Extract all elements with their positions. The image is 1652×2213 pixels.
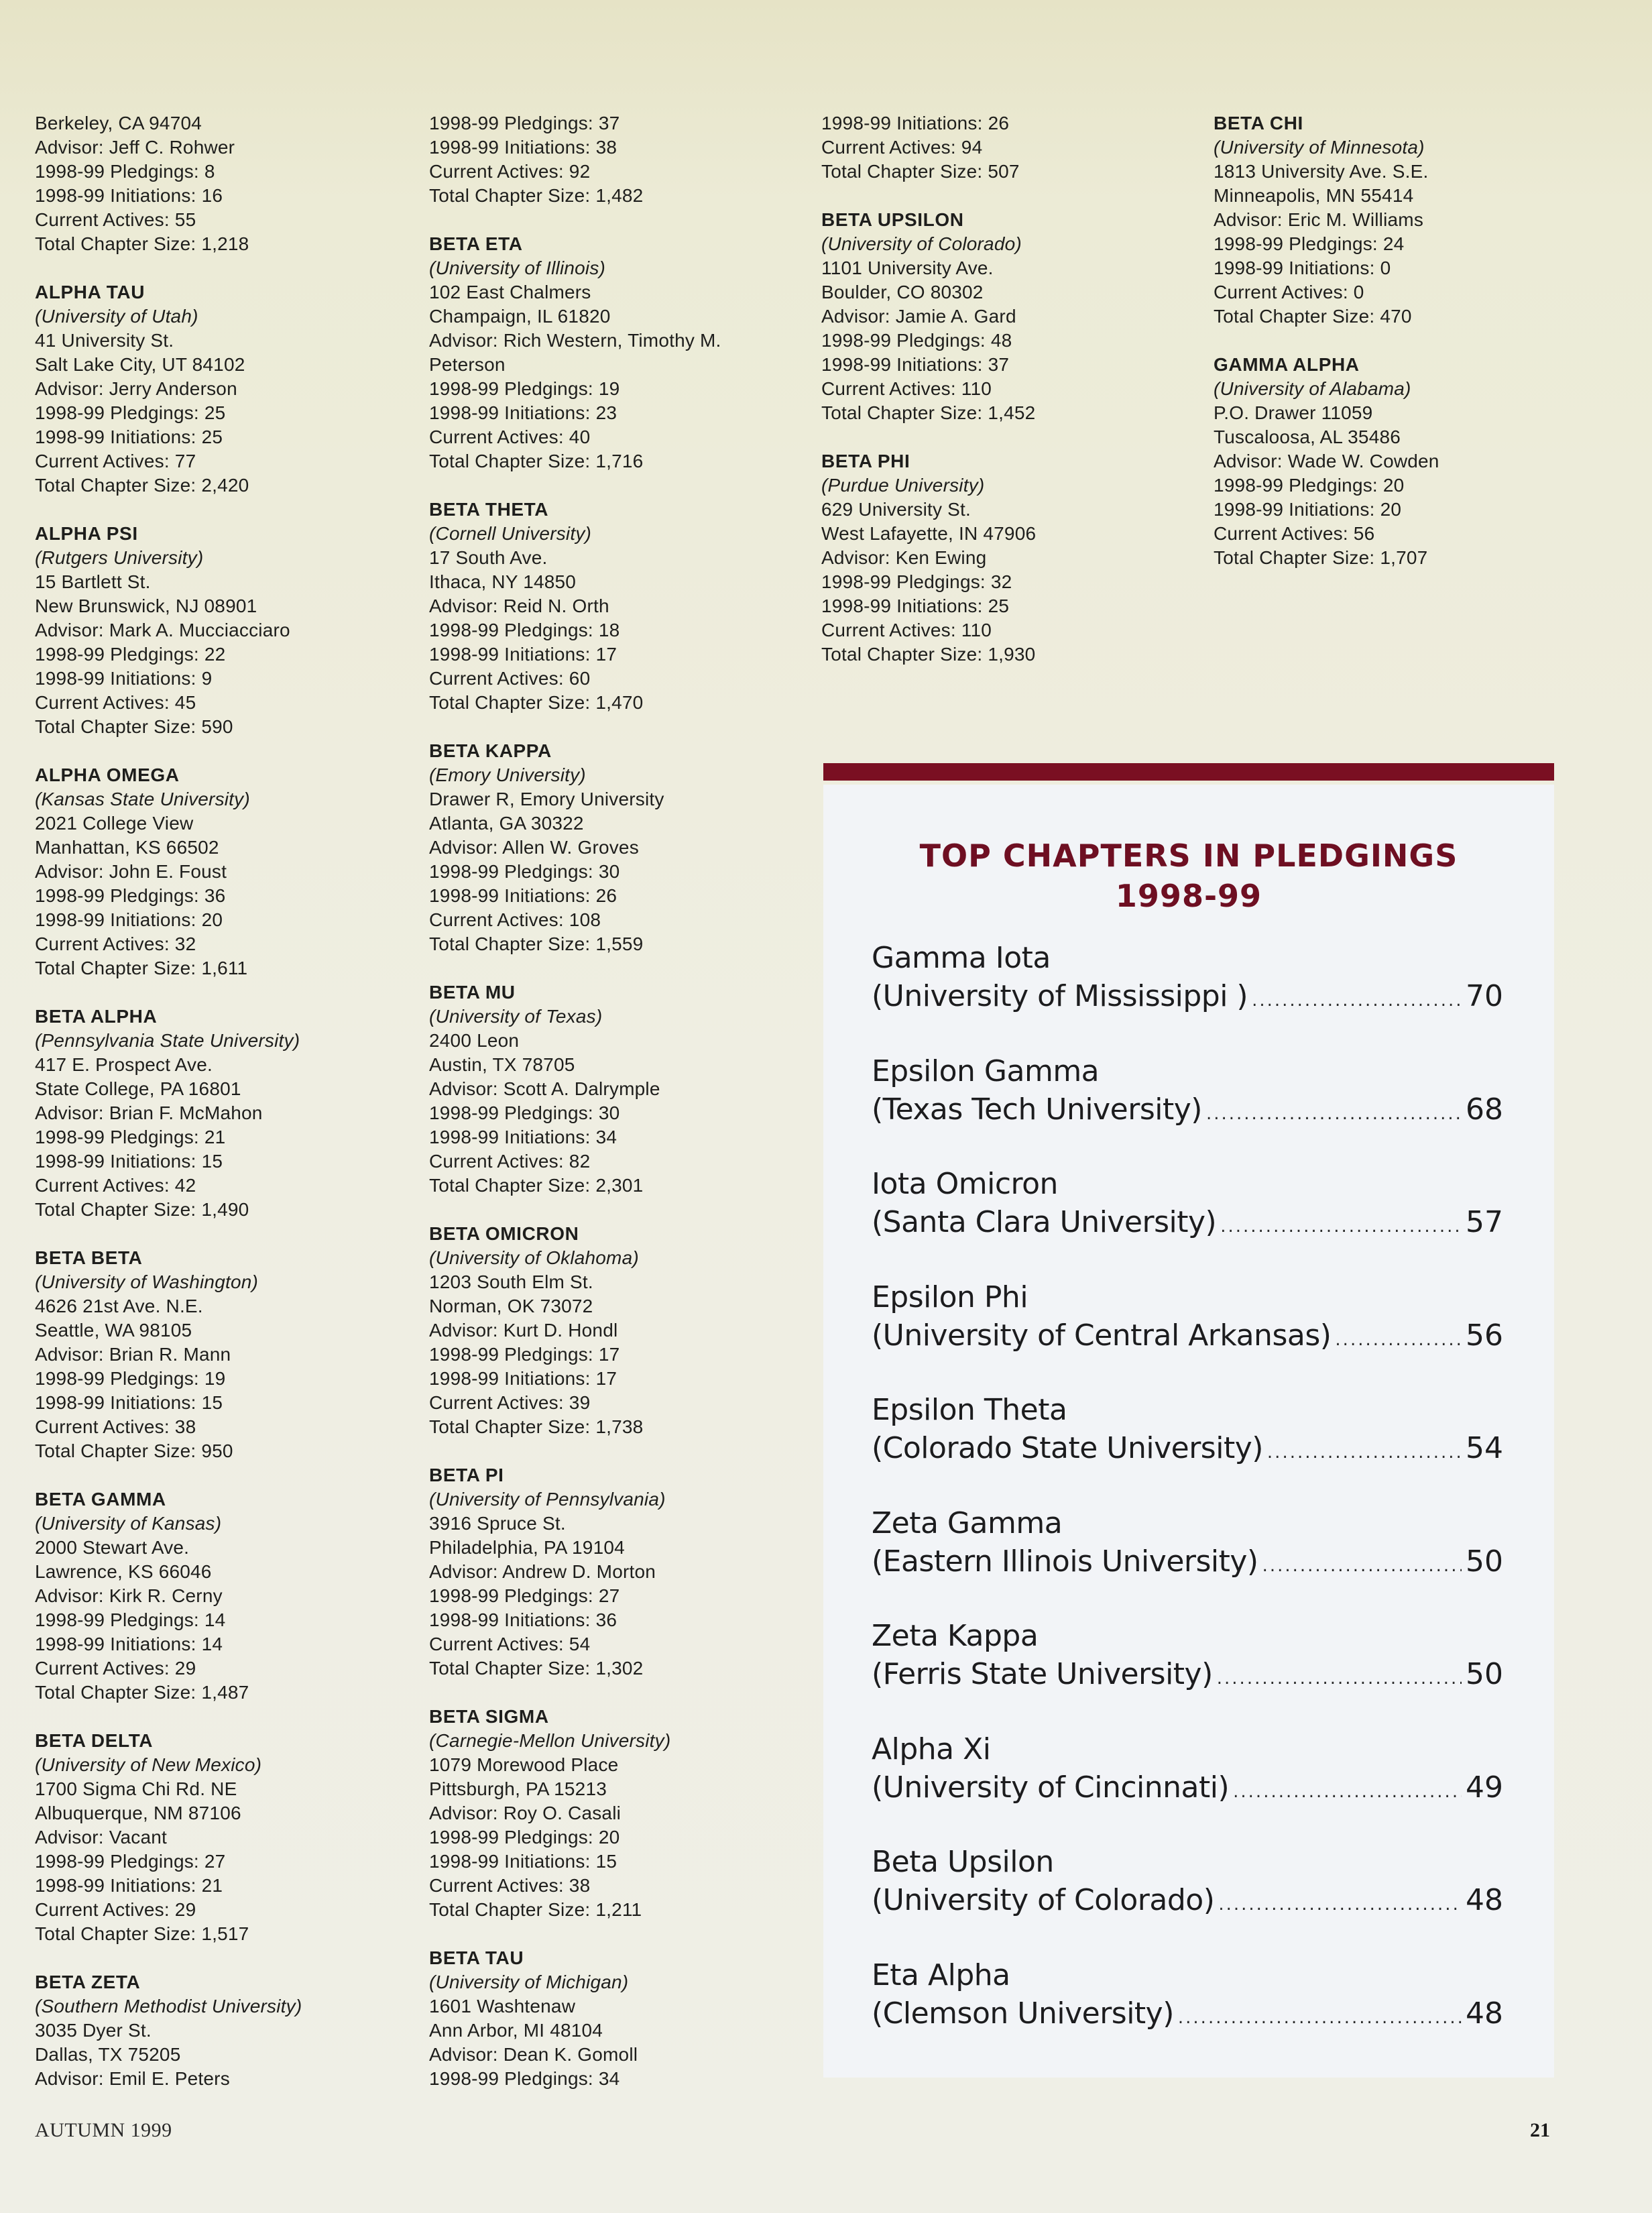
chapter-university: (University of Washington) — [35, 1271, 259, 1292]
chapter-detail-line: Total Chapter Size: 2,301 — [429, 1175, 644, 1196]
top-chapter-row — [872, 1429, 1503, 1472]
chapter-detail-line: 2400 Leon — [429, 1030, 520, 1051]
chapter-name: ALPHA PSI — [35, 523, 138, 544]
top-chapter-item — [872, 1278, 1503, 1392]
chapter-entry — [35, 763, 410, 980]
chapter-university: (University of New Mexico) — [35, 1754, 262, 1775]
chapter-university: (Pennsylvania State University) — [35, 1030, 300, 1051]
chapter-detail-line: 2000 Stewart Ave. — [35, 1537, 190, 1558]
top-chapter-row — [872, 977, 1503, 1020]
top-chapters-title-line2: 1998-99 — [1115, 878, 1262, 914]
directory-column-4 — [1214, 111, 1589, 594]
top-chapter-university: (Colorado State University) — [872, 1431, 1263, 1465]
top-chapter-name: Epsilon Theta — [872, 1393, 1067, 1427]
chapter-entry — [35, 522, 410, 739]
chapter-detail-line: Advisor: Kirk R. Cerny — [35, 1585, 223, 1606]
chapter-detail-line: Current Actives: 56 — [1214, 523, 1375, 544]
chapter-detail-line: Advisor: Jeff C. Rohwer — [35, 137, 235, 158]
chapter-detail-line: Advisor: Wade W. Cowden — [1214, 451, 1439, 471]
chapter-detail-line: Total Chapter Size: 1,211 — [429, 1899, 642, 1920]
dot-leader — [1220, 1208, 1462, 1246]
chapter-detail-line: Pittsburgh, PA 15213 — [429, 1778, 607, 1799]
chapter-university: (Kansas State University) — [35, 789, 250, 809]
chapter-entry — [429, 232, 805, 473]
chapter-name: BETA CHI — [1214, 113, 1303, 133]
chapter-university: (University of Kansas) — [35, 1513, 222, 1534]
chapter-detail-line: 1998-99 Initiations: 17 — [429, 644, 617, 665]
chapter-detail-line: Total Chapter Size: 1,302 — [429, 1658, 644, 1679]
dot-leader — [1218, 1886, 1462, 1924]
chapter-detail-line: Advisor: Scott A. Dalrymple — [429, 1078, 660, 1099]
top-chapter-row — [872, 1768, 1503, 1811]
page-number: 21 — [1530, 2119, 1550, 2141]
chapter-detail-line: 1998-99 Pledgings: 30 — [429, 861, 620, 882]
chapter-detail-line: Total Chapter Size: 1,738 — [429, 1416, 644, 1437]
pledging-count: 57 — [1466, 1205, 1503, 1239]
chapter-detail-line: Berkeley, CA 94704 — [35, 113, 202, 133]
chapter-detail-line: 1998-99 Pledgings: 36 — [35, 885, 226, 906]
chapter-detail-line: Advisor: Jamie A. Gard — [821, 306, 1016, 327]
chapter-detail-line: Manhattan, KS 66502 — [35, 837, 219, 858]
chapter-entry — [35, 111, 410, 256]
top-chapter-row — [872, 1542, 1503, 1585]
chapter-university: (Purdue University) — [821, 475, 985, 496]
chapter-detail-line: 1998-99 Pledgings: 27 — [35, 1851, 226, 1872]
chapter-detail-line: Total Chapter Size: 1,930 — [821, 644, 1036, 665]
chapter-detail-line: Peterson — [429, 354, 506, 375]
chapter-detail-line: Advisor: Emil E. Peters — [35, 2068, 230, 2089]
chapter-detail-line: 1998-99 Initiations: 15 — [429, 1851, 617, 1872]
chapter-university: (University of Pennsylvania) — [429, 1489, 666, 1510]
chapter-name: BETA ALPHA — [35, 1006, 158, 1027]
chapter-name: BETA PI — [429, 1465, 504, 1485]
chapter-detail-line: 1998-99 Initiations: 20 — [35, 909, 223, 930]
chapter-entry — [429, 498, 805, 715]
chapter-detail-line: Boulder, CO 80302 — [821, 282, 984, 302]
chapter-detail-line: Current Actives: 60 — [429, 668, 591, 689]
chapter-detail-line: 2021 College View — [35, 813, 194, 834]
pledging-count: 70 — [1466, 979, 1503, 1013]
chapter-detail-line: Current Actives: 38 — [429, 1875, 591, 1896]
chapter-detail-line: Tuscaloosa, AL 35486 — [1214, 427, 1401, 447]
chapter-detail-line: 1998-99 Pledgings: 25 — [35, 402, 226, 423]
chapter-detail-line: Lawrence, KS 66046 — [35, 1561, 212, 1582]
chapter-entry — [821, 208, 1197, 425]
chapter-name: BETA ETA — [429, 233, 523, 254]
chapter-detail-line: Atlanta, GA 30322 — [429, 813, 584, 834]
pledging-count: 50 — [1466, 1544, 1503, 1579]
chapter-detail-line: Drawer R, Emory University — [429, 789, 664, 809]
chapter-university: (Cornell University) — [429, 523, 592, 544]
chapter-university: (Rutgers University) — [35, 547, 204, 568]
chapter-detail-line: 1203 South Elm St. — [429, 1271, 593, 1292]
chapter-detail-line: Advisor: Vacant — [35, 1827, 168, 1848]
chapter-detail-line: 1998-99 Pledgings: 48 — [821, 330, 1012, 351]
chapter-university: (University of Oklahoma) — [429, 1247, 639, 1268]
top-chapter-university: (Ferris State University) — [872, 1657, 1213, 1691]
top-chapter-name: Epsilon Phi — [872, 1280, 1028, 1314]
chapter-detail-line: Norman, OK 73072 — [429, 1296, 593, 1316]
chapter-detail-line: 417 E. Prospect Ave. — [35, 1054, 213, 1075]
chapter-detail-line: Advisor: Allen W. Groves — [429, 837, 639, 858]
chapter-detail-line: 15 Bartlett St. — [35, 571, 151, 592]
top-chapter-name: Epsilon Gamma — [872, 1054, 1100, 1088]
chapter-name: BETA KAPPA — [429, 740, 552, 761]
chapter-name: ALPHA OMEGA — [35, 764, 180, 785]
pledging-count: 54 — [1466, 1431, 1503, 1465]
top-chapter-row — [872, 1994, 1503, 2037]
chapter-detail-line: 1998-99 Initiations: 36 — [429, 1609, 617, 1630]
top-chapter-row — [872, 1881, 1503, 1924]
chapter-name: BETA MU — [429, 982, 516, 1003]
directory-column-1 — [35, 111, 410, 2115]
chapter-detail-line: P.O. Drawer 11059 — [1214, 402, 1373, 423]
top-chapter-university: (University of Central Arkansas) — [872, 1318, 1332, 1353]
chapter-detail-line: Current Actives: 92 — [429, 161, 591, 182]
chapter-name: BETA GAMMA — [35, 1489, 166, 1510]
chapter-detail-line: Current Actives: 29 — [35, 1658, 196, 1679]
chapter-detail-line: 1998-99 Pledgings: 30 — [429, 1102, 620, 1123]
chapter-detail-line: New Brunswick, NJ 08901 — [35, 595, 257, 616]
top-chapter-item — [872, 1052, 1503, 1166]
chapter-entry — [429, 1463, 805, 1681]
top-chapter-row — [872, 1655, 1503, 1698]
chapter-detail-line: Current Actives: 32 — [35, 933, 196, 954]
chapter-university: (University of Illinois) — [429, 258, 606, 278]
chapter-entry — [429, 1946, 805, 2091]
chapter-entry — [1214, 353, 1589, 570]
chapter-detail-line: Advisor: Rich Western, Timothy M. — [429, 330, 721, 351]
chapter-name: BETA UPSILON — [821, 209, 964, 230]
chapter-entry — [821, 111, 1197, 184]
top-chapter-name: Alpha Xi — [872, 1732, 991, 1766]
chapter-entry — [35, 280, 410, 498]
chapter-detail-line: Advisor: Reid N. Orth — [429, 595, 609, 616]
top-chapter-name: Beta Upsilon — [872, 1845, 1054, 1879]
chapter-detail-line: 1998-99 Pledgings: 37 — [429, 113, 620, 133]
chapter-entry — [429, 739, 805, 956]
issue-label: AUTUMN 1999 — [35, 2119, 172, 2141]
chapter-detail-line: 1998-99 Pledgings: 32 — [821, 571, 1012, 592]
chapter-entry — [35, 1729, 410, 1946]
chapter-detail-line: 1998-99 Pledgings: 19 — [429, 378, 620, 399]
top-chapter-university: (University of Colorado) — [872, 1883, 1215, 1917]
chapter-detail-line: 1998-99 Initiations: 0 — [1214, 258, 1391, 278]
chapter-detail-line: 1998-99 Pledgings: 21 — [35, 1127, 226, 1147]
chapter-detail-line: Advisor: Dean K. Gomoll — [429, 2044, 638, 2065]
chapter-detail-line: Minneapolis, MN 55414 — [1214, 185, 1414, 206]
chapter-detail-line: 1998-99 Initiations: 9 — [35, 668, 213, 689]
chapter-university: (University of Utah) — [35, 306, 198, 327]
top-chapter-row — [872, 1203, 1503, 1246]
chapter-detail-line: 1998-99 Pledgings: 18 — [429, 620, 620, 640]
chapter-detail-line: 1998-99 Initiations: 37 — [821, 354, 1010, 375]
chapter-detail-line: 1998-99 Pledgings: 20 — [1214, 475, 1405, 496]
chapter-detail-line: Current Actives: 108 — [429, 909, 601, 930]
chapter-university: (University of Michigan) — [429, 1972, 629, 1992]
chapter-detail-line: Current Actives: 94 — [821, 137, 983, 158]
chapter-entry — [35, 1487, 410, 1705]
chapter-detail-line: 1998-99 Initiations: 17 — [429, 1368, 617, 1389]
chapter-university: (Southern Methodist University) — [35, 1996, 302, 2017]
chapter-detail-line: 1998-99 Pledgings: 20 — [429, 1827, 620, 1848]
chapter-detail-line: Total Chapter Size: 1,490 — [35, 1199, 249, 1220]
chapter-entry — [35, 1246, 410, 1463]
chapter-entry — [821, 449, 1197, 667]
dot-leader — [1233, 1773, 1462, 1811]
top-chapter-item — [872, 1504, 1503, 1618]
chapter-detail-line: Total Chapter Size: 2,420 — [35, 475, 249, 496]
top-chapter-item — [872, 939, 1503, 1052]
pledging-count: 49 — [1466, 1770, 1503, 1805]
chapter-entry — [35, 1005, 410, 1222]
top-chapter-item — [872, 1165, 1503, 1278]
chapter-detail-line: 4626 21st Ave. N.E. — [35, 1296, 203, 1316]
chapter-detail-line: 1998-99 Initiations: 34 — [429, 1127, 617, 1147]
chapter-detail-line: 1079 Morewood Place — [429, 1754, 619, 1775]
chapter-detail-line: 1998-99 Pledgings: 19 — [35, 1368, 226, 1389]
chapter-name: BETA ZETA — [35, 1972, 141, 1992]
pledging-count: 48 — [1466, 1996, 1503, 2031]
chapter-name: BETA BETA — [35, 1247, 143, 1268]
chapter-detail-line: Philadelphia, PA 19104 — [429, 1537, 625, 1558]
dot-leader — [1262, 1547, 1462, 1585]
chapter-detail-line: 1998-99 Pledgings: 8 — [35, 161, 215, 182]
chapter-detail-line: 1998-99 Initiations: 25 — [35, 427, 223, 447]
chapter-university: (University of Texas) — [429, 1006, 603, 1027]
chapter-detail-line: Current Actives: 0 — [1214, 282, 1364, 302]
top-chapters-list — [872, 939, 1503, 2069]
dot-leader — [1217, 1660, 1462, 1698]
chapter-detail-line: Total Chapter Size: 590 — [35, 716, 233, 737]
chapter-detail-line: Salt Lake City, UT 84102 — [35, 354, 245, 375]
chapter-detail-line: Advisor: Kurt D. Hondl — [429, 1320, 618, 1341]
top-chapter-item — [872, 1956, 1503, 2069]
chapter-name: GAMMA ALPHA — [1214, 354, 1360, 375]
chapter-detail-line: Current Actives: 45 — [35, 692, 196, 713]
chapter-detail-line: Advisor: Mark A. Mucciacciaro — [35, 620, 290, 640]
chapter-detail-line: Total Chapter Size: 507 — [821, 161, 1020, 182]
chapter-detail-line: Current Actives: 82 — [429, 1151, 591, 1172]
chapter-detail-line: 1998-99 Initiations: 15 — [35, 1392, 223, 1413]
chapter-detail-line: Advisor: Jerry Anderson — [35, 378, 237, 399]
top-chapter-university: (Eastern Illinois University) — [872, 1544, 1258, 1579]
chapter-detail-line: Advisor: Ken Ewing — [821, 547, 987, 568]
chapter-detail-line: Current Actives: 77 — [35, 451, 196, 471]
chapter-detail-line: Total Chapter Size: 1,452 — [821, 402, 1036, 423]
chapter-university: (Carnegie-Mellon University) — [429, 1730, 671, 1751]
chapter-detail-line: 1601 Washtenaw — [429, 1996, 576, 2017]
top-chapter-university: (Texas Tech University) — [872, 1092, 1202, 1127]
chapter-name: BETA SIGMA — [429, 1706, 549, 1727]
chapter-detail-line: 1998-99 Initiations: 21 — [35, 1875, 223, 1896]
chapter-detail-line: Advisor: Andrew D. Morton — [429, 1561, 656, 1582]
top-chapters-accent-bar — [823, 763, 1554, 781]
chapter-detail-line: 1998-99 Pledgings: 27 — [429, 1585, 620, 1606]
top-chapter-row — [872, 1316, 1503, 1359]
chapter-university: (Emory University) — [429, 764, 586, 785]
top-chapter-university: (Clemson University) — [872, 1996, 1174, 2031]
chapter-entry — [429, 1222, 805, 1439]
top-chapter-item — [872, 1617, 1503, 1730]
chapter-detail-line: Current Actives: 54 — [429, 1634, 591, 1654]
chapter-detail-line: 1998-99 Initiations: 38 — [429, 137, 617, 158]
chapter-detail-line: 1998-99 Initiations: 23 — [429, 402, 617, 423]
chapter-entry — [1214, 111, 1589, 329]
chapter-detail-line: 1998-99 Pledgings: 24 — [1214, 233, 1405, 254]
top-chapter-name: Iota Omicron — [872, 1167, 1058, 1201]
chapter-detail-line: Albuquerque, NM 87106 — [35, 1803, 241, 1823]
chapter-name: BETA THETA — [429, 499, 549, 520]
chapter-detail-line: Total Chapter Size: 1,218 — [35, 233, 249, 254]
top-chapter-university: (University of Mississippi ) — [872, 979, 1248, 1013]
dot-leader — [1335, 1321, 1462, 1359]
chapter-detail-line: Total Chapter Size: 950 — [35, 1440, 233, 1461]
chapter-detail-line: Ithaca, NY 14850 — [429, 571, 577, 592]
chapter-entry — [35, 1970, 410, 2091]
chapter-entry — [429, 111, 805, 208]
top-chapter-name: Eta Alpha — [872, 1957, 1010, 1992]
chapter-detail-line: Total Chapter Size: 1,482 — [429, 185, 644, 206]
chapter-entry — [429, 1705, 805, 1922]
chapter-name: BETA PHI — [821, 451, 910, 471]
chapter-university: (University of Alabama) — [1214, 378, 1411, 399]
chapter-detail-line: Current Actives: 40 — [429, 427, 591, 447]
dot-leader — [1206, 1095, 1462, 1133]
pledging-count: 50 — [1466, 1657, 1503, 1691]
dot-leader — [1178, 1999, 1462, 2037]
top-chapter-item — [872, 1391, 1503, 1504]
top-chapter-name: Gamma Iota — [872, 941, 1051, 975]
chapter-detail-line: West Lafayette, IN 47906 — [821, 523, 1037, 544]
top-chapter-row — [872, 1090, 1503, 1133]
chapter-detail-line: Dallas, TX 75205 — [35, 2044, 181, 2065]
chapter-detail-line: Total Chapter Size: 1,517 — [35, 1923, 249, 1944]
chapter-detail-line: 1998-99 Initiations: 15 — [35, 1151, 223, 1172]
chapter-detail-line: 1998-99 Initiations: 26 — [821, 113, 1010, 133]
chapter-university: (University of Colorado) — [821, 233, 1022, 254]
chapter-detail-line: 3916 Spruce St. — [429, 1513, 566, 1534]
chapter-university: (University of Minnesota) — [1214, 137, 1425, 158]
chapter-detail-line: Current Actives: 110 — [821, 620, 992, 640]
top-chapters-box — [823, 785, 1554, 2078]
chapter-detail-line: 1813 University Ave. S.E. — [1214, 161, 1429, 182]
top-chapter-item — [872, 1843, 1503, 1956]
chapter-detail-line: 1998-99 Initiations: 16 — [35, 185, 223, 206]
chapter-detail-line: 629 University St. — [821, 499, 971, 520]
chapter-detail-line: Total Chapter Size: 1,487 — [35, 1682, 249, 1703]
chapter-name: ALPHA TAU — [35, 282, 145, 302]
chapter-detail-line: Advisor: Brian F. McMahon — [35, 1102, 263, 1123]
chapter-entry — [429, 980, 805, 1198]
top-chapter-university: (Santa Clara University) — [872, 1205, 1217, 1239]
chapter-name: BETA OMICRON — [429, 1223, 579, 1244]
chapter-detail-line: Current Actives: 38 — [35, 1416, 196, 1437]
chapter-detail-line: 1998-99 Initiations: 14 — [35, 1634, 223, 1654]
top-chapters-title-line1: TOP CHAPTERS IN PLEDGINGS — [919, 838, 1458, 874]
chapter-detail-line: 102 East Chalmers — [429, 282, 591, 302]
chapter-name: BETA DELTA — [35, 1730, 154, 1751]
chapter-detail-line: 1700 Sigma Chi Rd. NE — [35, 1778, 237, 1799]
chapter-detail-line: 17 South Ave. — [429, 547, 548, 568]
chapter-detail-line: Current Actives: 39 — [429, 1392, 591, 1413]
pledging-count: 68 — [1466, 1092, 1503, 1127]
chapter-detail-line: Advisor: John E. Foust — [35, 861, 227, 882]
chapter-detail-line: Total Chapter Size: 1,559 — [429, 933, 644, 954]
directory-column-2 — [429, 111, 805, 2115]
chapter-detail-line: 41 University St. — [35, 330, 174, 351]
top-chapter-name: Zeta Kappa — [872, 1619, 1039, 1653]
chapter-detail-line: 1998-99 Initiations: 25 — [821, 595, 1010, 616]
chapter-detail-line: 1998-99 Pledgings: 14 — [35, 1609, 226, 1630]
chapter-detail-line: Current Actives: 29 — [35, 1899, 196, 1920]
chapter-detail-line: Current Actives: 55 — [35, 209, 196, 230]
dot-leader — [1252, 982, 1462, 1020]
chapter-detail-line: Total Chapter Size: 1,611 — [35, 958, 248, 978]
chapter-detail-line: Ann Arbor, MI 48104 — [429, 2020, 603, 2041]
pledging-count: 48 — [1466, 1883, 1503, 1917]
chapter-detail-line: Advisor: Roy O. Casali — [429, 1803, 622, 1823]
directory-column-3 — [821, 111, 1197, 691]
chapter-detail-line: 1101 University Ave. — [821, 258, 994, 278]
chapter-detail-line: State College, PA 16801 — [35, 1078, 241, 1099]
chapter-detail-line: 1998-99 Pledgings: 34 — [429, 2068, 620, 2089]
top-chapters-title — [823, 836, 1554, 916]
dot-leader — [1267, 1434, 1462, 1472]
chapter-detail-line: Total Chapter Size: 1,716 — [429, 451, 644, 471]
chapter-detail-line: Current Actives: 110 — [821, 378, 992, 399]
chapter-name: BETA TAU — [429, 1947, 524, 1968]
chapter-detail-line: 1998-99 Initiations: 20 — [1214, 499, 1402, 520]
top-chapter-name: Zeta Gamma — [872, 1506, 1063, 1540]
chapter-detail-line: 1998-99 Initiations: 26 — [429, 885, 617, 906]
chapter-detail-line: Total Chapter Size: 1,470 — [429, 692, 644, 713]
chapter-detail-line: Seattle, WA 98105 — [35, 1320, 192, 1341]
top-chapter-university: (University of Cincinnati) — [872, 1770, 1230, 1805]
chapter-detail-line: Advisor: Eric M. Williams — [1214, 209, 1424, 230]
chapter-detail-line: Total Chapter Size: 470 — [1214, 306, 1412, 327]
pledging-count: 56 — [1466, 1318, 1503, 1353]
top-chapter-item — [872, 1730, 1503, 1843]
chapter-detail-line: 3035 Dyer St. — [35, 2020, 152, 2041]
chapter-detail-line: Total Chapter Size: 1,707 — [1214, 547, 1428, 568]
chapter-detail-line: 1998-99 Pledgings: 17 — [429, 1344, 620, 1365]
chapter-detail-line: Austin, TX 78705 — [429, 1054, 575, 1075]
chapter-detail-line: 1998-99 Pledgings: 22 — [35, 644, 226, 665]
chapter-detail-line: Advisor: Brian R. Mann — [35, 1344, 231, 1365]
chapter-detail-line: Champaign, IL 61820 — [429, 306, 611, 327]
chapter-detail-line: Current Actives: 42 — [35, 1175, 196, 1196]
